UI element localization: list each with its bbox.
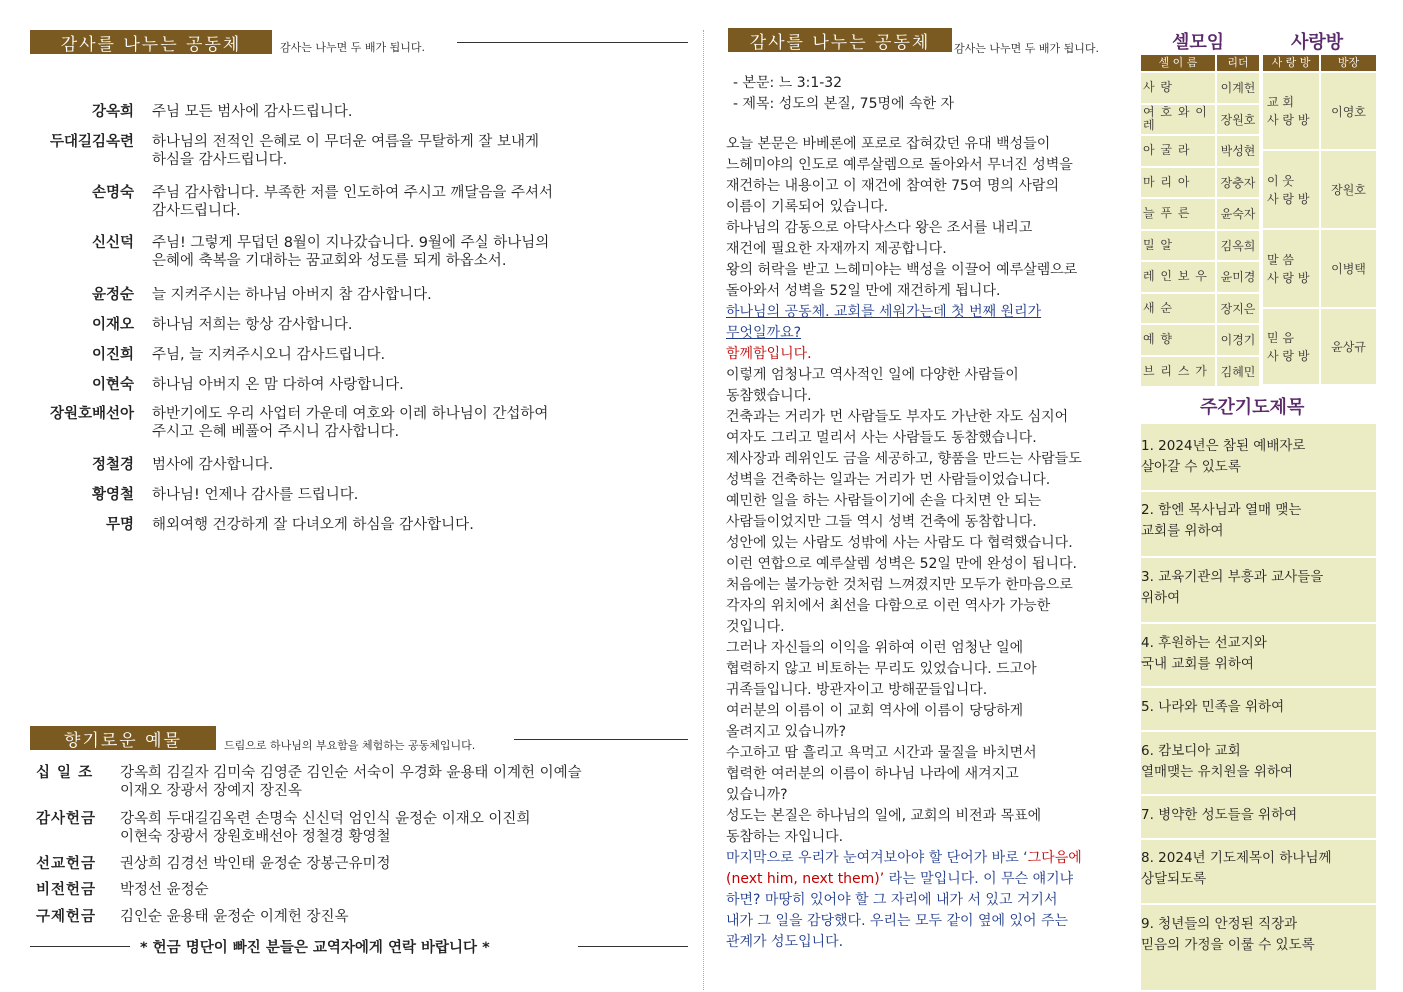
- thanks-text: 해외여행 건강하게 잘 다녀오게 하심을 감사합니다.: [152, 517, 474, 533]
- cell-name: 사 랑: [1141, 73, 1215, 103]
- offering-names: 권상희 김경선 박인태 윤정순 장봉근유미정: [120, 856, 391, 872]
- sermon-line: 사람들이었지만 그들 역시 성벽 건축에 동참합니다.: [726, 514, 1037, 530]
- offering-names: 박정선 윤정순: [120, 882, 209, 898]
- footer-rule-left: [30, 946, 130, 947]
- cell-leader: 김혜민: [1217, 357, 1259, 387]
- love-room-name: 믿 음 사 랑 방: [1263, 309, 1319, 384]
- sermon-line: 예민한 일을 하는 사람들이기에 손을 다치면 안 되는: [726, 493, 1042, 509]
- sermon-line: 내가 그 일을 감당했다. 우리는 모두 같이 옆에 있어 주는: [726, 913, 1069, 929]
- prayer-separator: [1141, 730, 1376, 732]
- offering-names: 강옥희 김길자 김미숙 김영준 김인순 서숙이 우경화 윤용태 이계헌 이예슬 이재오 장광서 장예지 장진옥: [120, 765, 582, 799]
- offering-type: 십 일 조: [36, 765, 94, 781]
- col-header-cell: 셀 이 름: [1141, 55, 1215, 71]
- thanks-name: 강옥희: [91, 104, 134, 120]
- offering-names: 김인순 윤용태 윤정순 이계헌 장진옥: [120, 909, 349, 925]
- cell-leader: 장원호: [1217, 105, 1259, 135]
- offering-type: 비전헌금: [36, 882, 97, 898]
- thanks-text: 범사에 감사합니다.: [152, 457, 274, 473]
- prayer-item: 8. 2024년 기도제목이 하나님께 상달되도록: [1141, 850, 1332, 887]
- cell-leader: 김옥희: [1217, 231, 1259, 261]
- thanks-text: 주님! 그렇게 무덥던 8월이 지나갔습니다. 9월에 주실 하나님의 은혜에 축복을 기대하는 꿈교회와 성도를 되게 하옵소서.: [152, 235, 550, 269]
- thanks-name: 이진희: [91, 347, 134, 363]
- cell-name: 아 굴 라: [1141, 136, 1215, 166]
- thanks-name: 이재오: [91, 317, 134, 333]
- sermon-line: 각자의 위치에서 최선을 다함으로 이런 역사가 가능한: [726, 598, 1051, 614]
- header-rule: [457, 42, 688, 43]
- sermon-line: 여자도 그리고 멀리서 사는 사람들도 동참했습니다.: [726, 430, 1037, 446]
- sermon-line: 건축과는 거리가 먼 사람들도 부자도 가난한 자도 심지어: [726, 409, 1069, 425]
- sermon-line: 동참하는 자입니다.: [726, 829, 844, 845]
- section-subtitle-offering: 드림으로 하나님의 부요함을 체험하는 공동체입니다.: [224, 739, 476, 752]
- thanks-text: 주님 감사합니다. 부족한 저를 인도하여 주시고 깨달음을 주셔서 감사드립니다.: [152, 185, 554, 219]
- section-header-offering: 향기로운 예물: [30, 726, 216, 750]
- cell-leader: 박성현: [1217, 136, 1259, 166]
- section-subtitle-sermon: 감사는 나누면 두 배가 됩니다.: [954, 42, 1099, 55]
- col-header-head: 방장: [1321, 55, 1376, 71]
- cell-meeting-title: 셀모임: [1172, 32, 1225, 53]
- love-room-head: 이영호: [1321, 73, 1376, 149]
- prayer-separator: [1141, 794, 1376, 796]
- sermon-line: 하나님의 감동으로 아닥사스다 왕은 조서를 내리고: [726, 220, 1033, 236]
- sermon-line: 수고하고 땀 흘리고 욕먹고 시간과 물질을 바치면서: [726, 745, 1037, 761]
- thanks-name: 두대길김옥련: [49, 134, 134, 150]
- section-subtitle-thanks: 감사는 나누면 두 배가 됩니다.: [280, 41, 425, 54]
- prayer-separator: [1141, 903, 1376, 905]
- sermon-paragraph-2: [726, 365, 1138, 848]
- closing-keyword-en: (next him, next them)’: [726, 871, 885, 887]
- thanks-name: 이현숙: [91, 377, 134, 393]
- sermon-line: 오늘 본문은 바베론에 포로로 잡혀갔던 유대 백성들이: [726, 136, 1051, 152]
- cell-leader: 윤미경: [1217, 262, 1259, 292]
- sermon-line: 왕의 허락을 받고 느헤미야는 백성을 이끌어 예루살렘으로: [726, 262, 1078, 278]
- sermon-line: 이렇게 엄청나고 역사적인 일에 다양한 사람들이: [726, 367, 1019, 383]
- prayer-separator: [1141, 490, 1376, 492]
- sermon-line: 처음에는 불가능한 것처럼 느껴졌지만 모두가 한마음으로: [726, 577, 1073, 593]
- header-rule: [514, 739, 688, 740]
- sermon-line: 그러나 자신들의 이익을 위하여 이런 엄청난 일에: [726, 640, 1024, 656]
- thanks-text: 주님, 늘 지켜주시오니 감사드립니다.: [152, 347, 386, 363]
- sermon-line: 올려지고 있습니까?: [726, 724, 847, 740]
- cell-name: 예 향: [1141, 325, 1215, 355]
- cell-name: 브 리 스 가: [1141, 357, 1215, 387]
- footer-rule-right: [578, 946, 688, 947]
- sermon-line: 성도는 본질은 하나님의 일에, 교회의 비전과 목표에: [726, 808, 1042, 824]
- thanks-name: 손명숙: [91, 185, 134, 201]
- offering-type: 감사헌금: [36, 811, 97, 827]
- sermon-line: 이런 연합으로 예루살렘 성벽은 52일 만에 완성이 됩니다.: [726, 556, 1077, 572]
- sermon-line: 협력하지 않고 비토하는 무리도 있었습니다. 드고아: [726, 661, 1037, 677]
- love-room-head: 이병택: [1321, 230, 1376, 307]
- cell-leader: 장충자: [1217, 168, 1259, 198]
- prayer-title: 주간기도제목: [1200, 397, 1305, 418]
- sermon-line: 것입니다.: [726, 619, 785, 635]
- thanks-text: 하나님! 언제나 감사를 드립니다.: [152, 487, 359, 503]
- prayer-item: 5. 나라와 민족을 위하여: [1141, 699, 1285, 715]
- section-header-thanks: 감사를 나누는 공동체: [30, 30, 272, 54]
- prayer-item: 9. 청년들의 안정된 직장과 믿음의 가정을 이룰 수 있도록: [1141, 916, 1315, 953]
- love-room-name: 말 씀 사 랑 방: [1263, 230, 1319, 307]
- footer-note: * 헌금 명단이 빠진 분들은 교역자에게 연락 바랍니다 *: [140, 940, 490, 956]
- thanks-text: 하반기에도 우리 사업터 가운데 여호와 이레 하나님이 간섭하여 주시고 은혜 베풀어 주시니 감사합니다.: [152, 406, 549, 440]
- prayer-item: 7. 병약한 성도들을 위하여: [1141, 807, 1298, 823]
- offering-names: 강옥희 두대길김옥련 손명숙 신신덕 엄인식 윤정순 이재오 이진희 이현숙 장광서 장원호배선아 정철경 황영철: [120, 811, 531, 845]
- col-header-leader: 리더: [1217, 55, 1259, 71]
- closing-post: 라는 말입니다. 이 무슨 얘기냐: [884, 871, 1074, 887]
- love-room-name: 교 회 사 랑 방: [1263, 73, 1319, 149]
- thanks-name: 장원호배선아: [49, 406, 134, 422]
- sermon-line: 여러분의 이름이 이 교회 역사에 이름이 당당하게: [726, 703, 1024, 719]
- prayer-item: 2. 함엔 목사님과 열매 맺는 교회를 위하여: [1141, 502, 1302, 539]
- sermon-closing: [726, 848, 1138, 890]
- sermon-question: 하나님의 공동체. 교회를 세워가는데 첫 번째 원리가 무엇일까요?: [726, 304, 1042, 341]
- sermon-line: 관계가 성도입니다.: [726, 934, 844, 950]
- sermon-line: 성벽을 건축하는 일과는 거리가 먼 사람들이었습니다.: [726, 472, 1051, 488]
- cell-name: 밀 알: [1141, 231, 1215, 261]
- col-header-love: 사 랑 방: [1263, 55, 1319, 71]
- sermon-line: 이름이 기록되어 있습니다.: [726, 199, 889, 215]
- prayer-separator: [1141, 838, 1376, 840]
- thanks-text: 주님 모든 범사에 감사드립니다.: [152, 104, 353, 120]
- thanks-name: 무명: [105, 517, 134, 533]
- prayer-item: 6. 캄보디아 교회 열매맺는 유치원을 위하여: [1141, 743, 1294, 780]
- prayer-item: 3. 교육기관의 부흥과 교사들을 위하여: [1141, 569, 1324, 606]
- section-header-sermon: 감사를 나누는 공동체: [728, 28, 952, 52]
- scripture-ref: - 본문: 느 3:1-32: [733, 75, 843, 91]
- thanks-name: 정철경: [91, 457, 134, 473]
- sermon-line: 재건하는 내용이고 이 재건에 참여한 75여 명의 사람의: [726, 178, 1059, 194]
- sermon-line: 재건에 필요한 자재까지 제공합니다.: [726, 241, 947, 257]
- closing-pre: 마지막으로 우리가 눈여겨보아야 할 단어가 바로 ‘: [726, 850, 1028, 866]
- thanks-text: 하나님 아버지 온 맘 다하여 사랑합니다.: [152, 377, 404, 393]
- thanks-text: 늘 지켜주시는 하나님 아버지 참 감사합니다.: [152, 287, 432, 303]
- sermon-line: 동참했습니다.: [726, 388, 812, 404]
- prayer-item: 4. 후원하는 선교지와 국내 교회를 위하여: [1141, 635, 1267, 672]
- cell-leader: 윤숙자: [1217, 199, 1259, 229]
- cell-name: 레 인 보 우: [1141, 262, 1215, 292]
- sermon-line: 성안에 있는 사람도 성밖에 사는 사람도 다 협력했습니다.: [726, 535, 1073, 551]
- love-room-head: 장원호: [1321, 151, 1376, 228]
- cell-name: 새 순: [1141, 294, 1215, 324]
- prayer-separator: [1141, 686, 1376, 688]
- sermon-paragraph-1: [726, 134, 1138, 302]
- offering-type: 선교헌금: [36, 856, 97, 872]
- thanks-name: 신신덕: [91, 235, 134, 251]
- sermon-line: 느헤미야의 인도로 예루살렘으로 돌아와서 무너진 성벽을: [726, 157, 1073, 173]
- sermon-line: 있습니까?: [726, 787, 788, 803]
- sermon-body: [726, 134, 1138, 953]
- cell-name: 마 리 아: [1141, 168, 1215, 198]
- love-room-name: 이 웃 사 랑 방: [1263, 151, 1319, 228]
- page-divider: [703, 30, 704, 990]
- prayer-separator: [1141, 556, 1376, 558]
- sermon-line: 하면? 마땅히 있어야 할 그 자리에 내가 서 있고 거기서: [726, 892, 1058, 908]
- thanks-name: 황영철: [91, 487, 134, 503]
- thanks-name: 윤정순: [91, 287, 134, 303]
- love-room-head: 윤상규: [1321, 309, 1376, 384]
- cell-leader: 이계헌: [1217, 73, 1259, 103]
- sermon-line: 협력한 여러분의 이름이 하나님 나라에 새겨지고: [726, 766, 1019, 782]
- cell-leader: 이경기: [1217, 325, 1259, 355]
- love-room-title: 사랑방: [1291, 32, 1344, 53]
- sermon-closing-lines: [726, 890, 1138, 953]
- sermon-title: - 제목: 성도의 본질, 75명에 속한 자: [733, 96, 955, 112]
- thanks-text: 하나님 저희는 항상 감사합니다.: [152, 317, 353, 333]
- sermon-answer: 함께함입니다.: [726, 346, 812, 362]
- offering-type: 구제헌금: [36, 909, 97, 925]
- sermon-line: 돌아와서 성벽을 52일 만에 재건하게 됩니다.: [726, 283, 1001, 299]
- thanks-text: 하나님의 전적인 은혜로 이 무더운 여름을 무탈하게 잘 보내게 하심을 감사드립니다.: [152, 134, 540, 168]
- cell-name: 늘 푸 른: [1141, 199, 1215, 229]
- sermon-line: 제사장과 레위인도 금을 세공하고, 향품을 만드는 사람들도: [726, 451, 1082, 467]
- cell-name: 여 호 와 이 레: [1141, 105, 1215, 135]
- prayer-separator: [1141, 622, 1376, 624]
- prayer-item: 1. 2024년은 참된 예배자로 살아갈 수 있도록: [1141, 438, 1306, 475]
- closing-keyword: 그다음에: [1027, 850, 1082, 866]
- sermon-line: 귀족들입니다. 방관자이고 방해꾼들입니다.: [726, 682, 988, 698]
- cell-leader: 장지은: [1217, 294, 1259, 324]
